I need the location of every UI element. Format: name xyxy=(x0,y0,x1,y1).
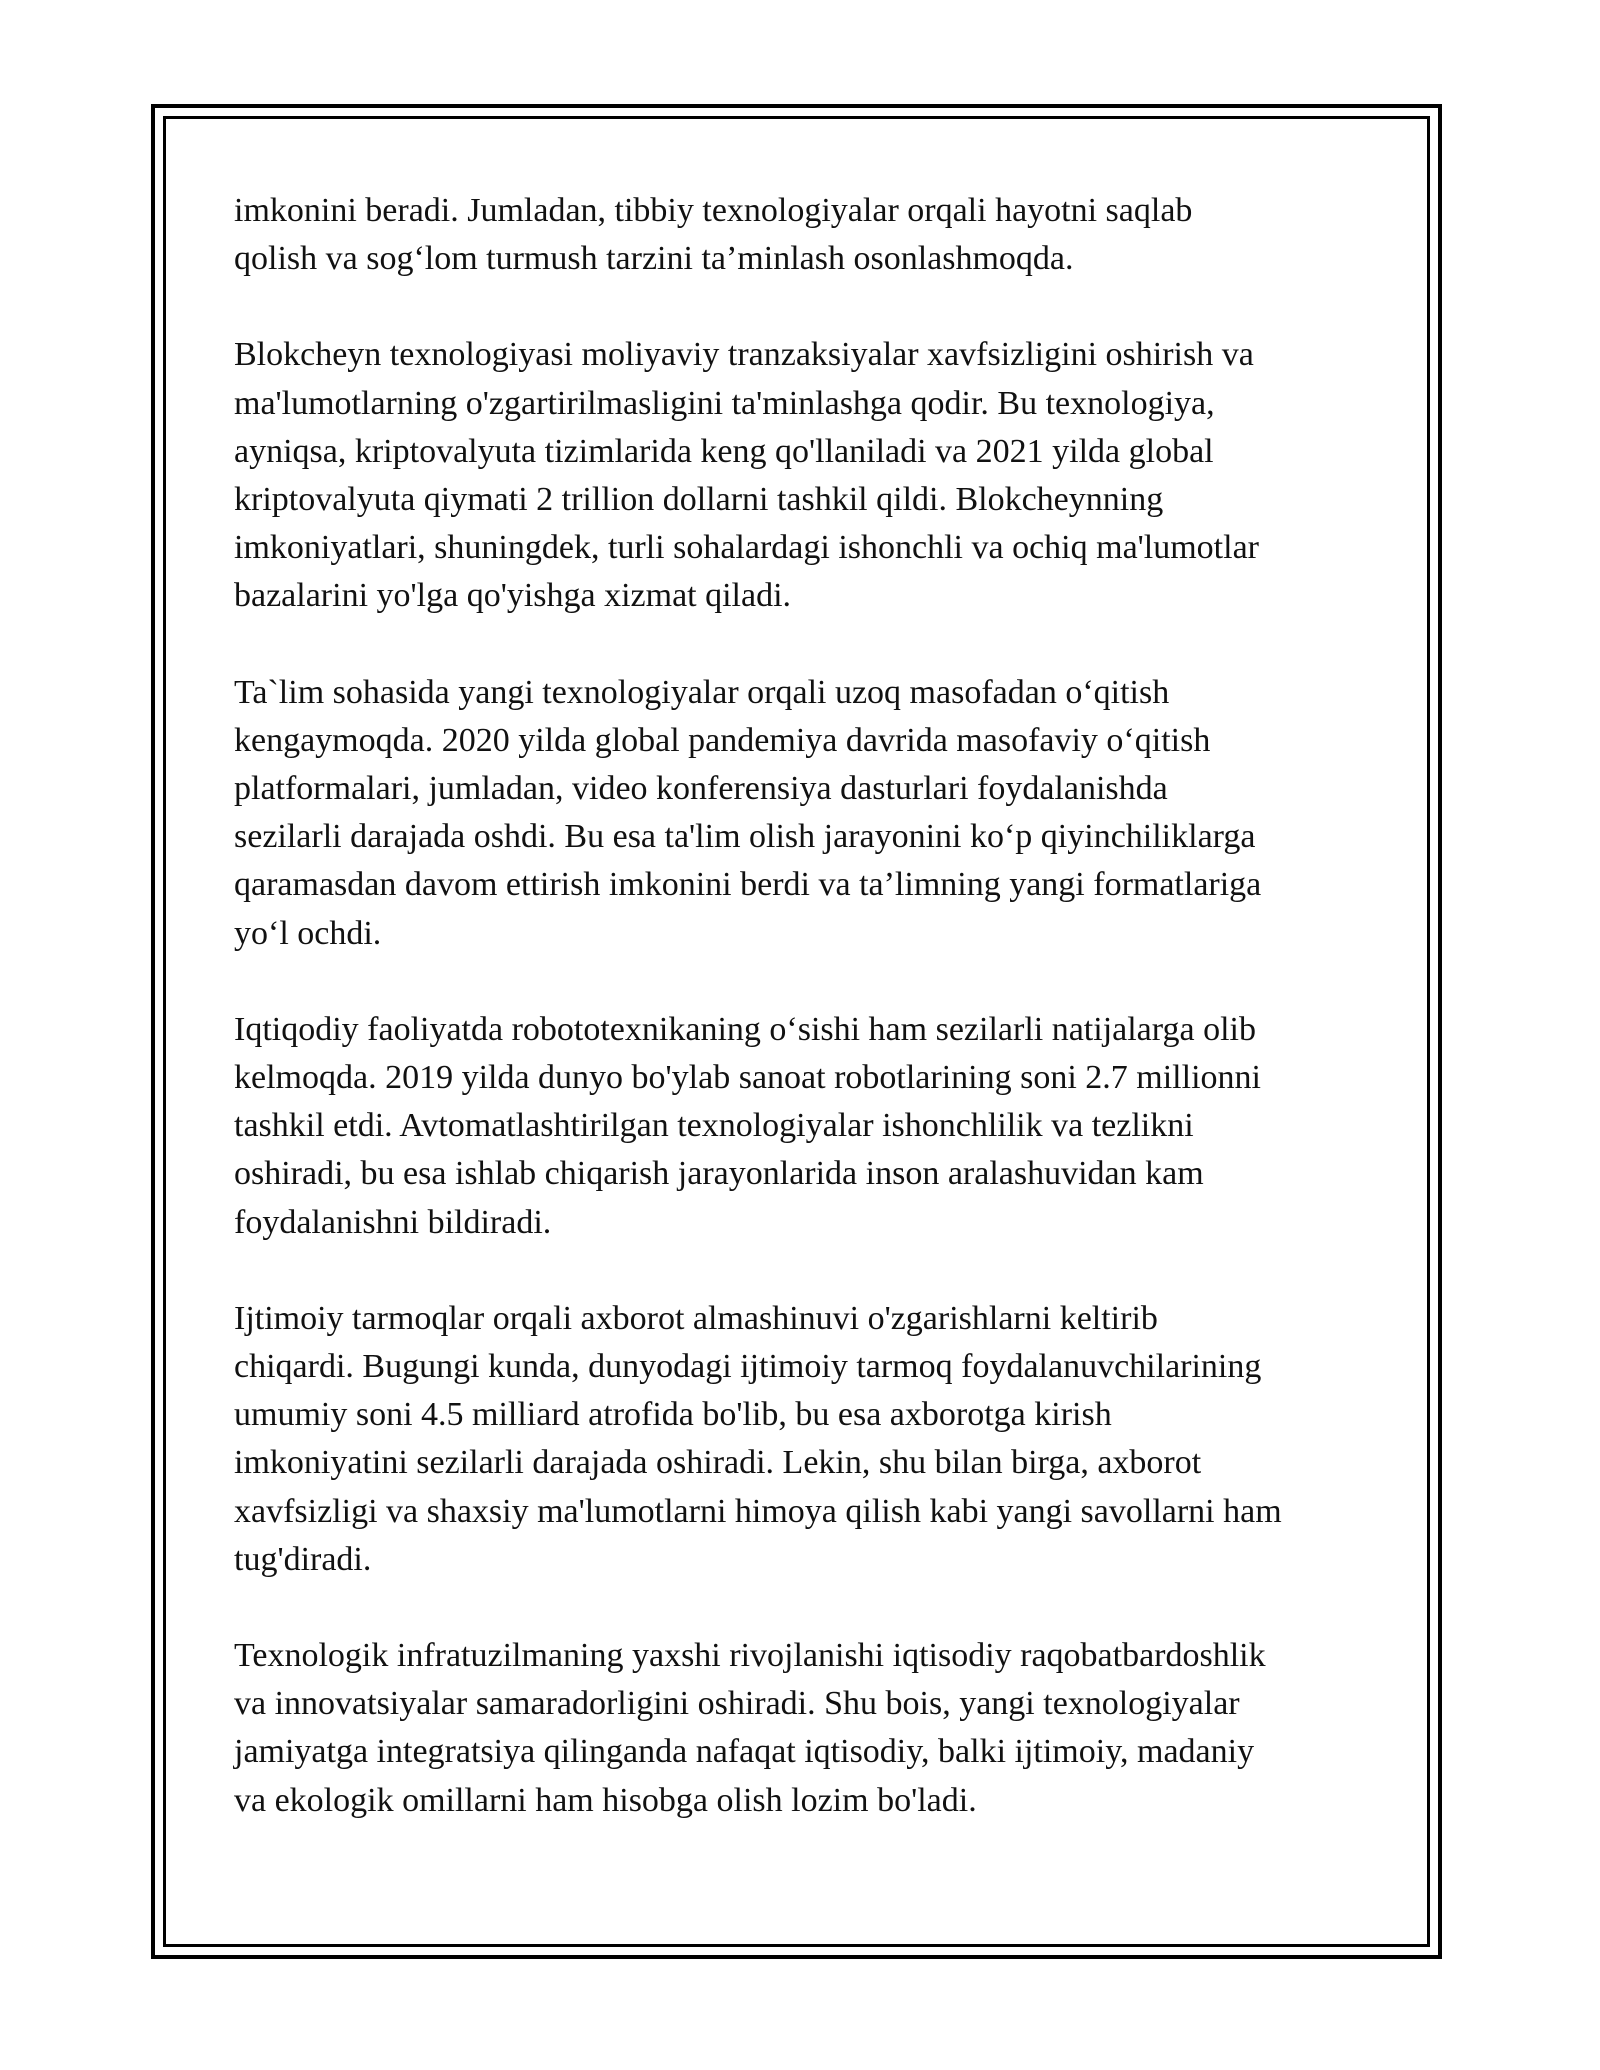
paragraph-social-networks: Ijtimoiy tarmoqlar orqali axborot almashinuvi o'zgarishlarni keltirib chiqardi. Bugungi kunda, dunyodagi ijtimoiy tarmoq foydalanuvchilarining umumiy soni 4.5 milliard atrofida bo'lib, bu esa axborotga kirish imkoniyatini sezilarli darajada oshiradi. Lekin, shu bilan birga, axborot xavfsizligi va shaxsiy ma'lumotlarni himoya qilish kabi yangi savollarni ham tug'diradi. xyxy=(234,1299,1282,1578)
paragraph-infrastructure: Texnologik infratuzilmaning yaxshi rivojlanishi iqtisodiy raqobatbardoshlik va innovatsiyalar samaradorligini oshiradi. Shu bois, yangi texnologiyalar jamiyatga integratsiya qilinganda nafaqat iqtisodiy, balki ijtimoiy, madaniy va ekologik omillarni ham hisobga olish lozim bo'ladi. xyxy=(234,1637,1266,1819)
paragraph-medicine: imkonini beradi. Jumladan, tibbiy texnologiyalar orqali hayotni saqlab qolish va sog‘lom turmush tarzini ta’minlash osonlashmoqda. xyxy=(234,192,1193,278)
paragraph-education: Ta`lim sohasida yangi texnologiyalar orqali uzoq masofadan o‘qitish kengaymoqda. 2020 yilda global pandemiya davrida masofaviy o‘qitish platformalari, jumladan, video konferensiya dasturlari foydalanishda sezilarli darajada oshdi. Bu esa ta'lim olish jarayonini ko‘p qiyinchiliklarga qaramasdan davom ettirish imkonini berdi va ta’limning yangi formatlariga yo‘l ochdi. xyxy=(234,673,1262,952)
paragraph-robotics: Iqtiqodiy faoliyatda robototexnikaning o‘sishi ham sezilarli natijalarga olib kelmoqda. 2019 yilda dunyo bo'ylab sanoat robotlarining soni 2.7 millionni tashkil etdi. Avtomatlashtirilgan texnologiyalar ishonchlilik va tezlikni oshiradi, bu esa ishlab chiqarish jarayonlarida inson aralashuvidan kam foydalanishni bildiradi. xyxy=(234,1010,1261,1241)
document-body xyxy=(234,187,1364,1873)
paragraph-blockchain: Blokcheyn texnologiyasi moliyaviy tranzaksiyalar xavfsizligini oshirish va ma'lumotlarning o'zgartirilmasligini ta'minlashga qodir. Bu texnologiya, ayniqsa, kriptovalyuta tizimlarida keng qo'llaniladi va 2021 yilda global kriptovalyuta qiymati 2 trillion dollarni tashkil qildi. Blokcheynning imkoniyatlari, shuningdek, turli sohalardagi ishonchli va ochiq ma'lumotlar bazalarini yo'lga qo'yishga xizmat qiladi. xyxy=(234,336,1259,615)
